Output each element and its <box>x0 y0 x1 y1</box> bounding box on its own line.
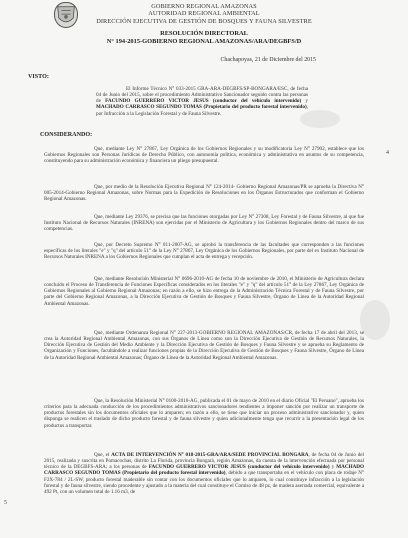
considerando-paragraph-3: Que, mediante Ley 29376, se precisa que las funciones otorgadas por Ley N° 27308, Ley Forestal y de Fauna Silvestre, al que fue Instituto Nacional de Recursos Naturales (INRENA) son ejercidas por el Ministerio de Agricultura y los Gobiernos Regionales dentro del marco de sus competencias. <box>44 214 364 233</box>
considerando-paragraph-7: Que, la Resolución Ministerial N° 0100-2010-AG, publicada el 01 de mayo de 2010 en el diario Oficial "El Peruano", aprueba los criterios para la adecuada conducción de los procedimientos administrativos sancionadores tendientes a imponer sanción por realizar un transporte de productos forestales sin los documentos oficiales que lo amparen; en razón a ello, se tiene que iniciar un proceso administrativo sancionador y, quien disponga se realicen el traslado de dicho producto forestal y de fauna silvestre y quien adicionalmente tenga que recurrir a la presentación legal de los productos a transportar. <box>44 398 364 429</box>
considerando-paragraph-6: Que, mediante Ordenanza Regional N° 227-2013-GOBIERNO REGIONAL AMAZONAS/CR, de fecha 17 de abril del 2013, se crea la Autoridad Regional Ambiental Amazonas, con sus Órganos de Línea como son la Dirección Ejecutiva de Gestión de Recursos Naturales, la Dirección Ejecutiva de Gestión del Medio Ambiente y la Dirección Ejecutiva de Gestión de Bosques y Fauna Silvestre y se aprueba su Reglamento de Organización y Funciones, facultándole a realizar funciones propias de la Dirección Ejecutiva de Gestión de Bosques y Fauna Silvestre, Órgano de Línea de la Autoridad Regional Ambiental Amazonas; Órgano de Línea de la Autoridad Regional Ambiental Amazonas. <box>44 330 364 361</box>
acta-party-1: FACUNDO GUERRERO VICTOR JESUS (conductor del vehículo intervenido) <box>148 464 330 471</box>
visto-party-1: FACUNDO GUERRERO VICTOR JESUS (conductor del vehículo intervenido) <box>105 98 302 105</box>
considerando-paragraph-1: Que, mediante Ley N° 27867, Ley Orgánica de los Gobiernos Regionales y su modificatoria Ley N° 27902, establece que los Gobiernos Regionales son Personas Jurídicas de Derecho Público, con autonomía política, económica y administrativa en asuntos de su competencia, constituyendo para su administración económica y financiera un pliego presupuestal. <box>44 146 364 165</box>
acta-party-2: MACHADO CARRASCO SEGUNDO TOMAS (Propietario del producto forestal intervenido) <box>44 464 364 477</box>
visto-party-2: MACHADO CARRASCO SEGUNDO TOMAS (Propietario del producto forestal intervenido) <box>96 104 307 111</box>
acta-paragraph <box>44 452 364 495</box>
considerando-paragraph-4: Que, por Decreto Supremo N° 011-2007-AG, se aprobó la transferencia de las facultades que corresponden a las funciones específicas de los literales "e" y "q" del artículo 51° de la Ley N° 27867, Ley Orgánica de los Gobiernos Regionales, por parte del ex Instituto Nacional de Recursos Naturales INRENA a los Gobiernos Regionales que cumplan el acta de entrega y recepción. <box>44 242 364 261</box>
acta-text-mid-2: y <box>329 464 337 471</box>
resolution-title <box>0 30 408 45</box>
margin-page-mark: 4 <box>386 150 389 156</box>
acta-number: ACTA DE INTERVENCIÓN N° 018-2015-GRA/ARA/SEDE PROVINCIAL BONGARA <box>111 452 309 458</box>
margin-page-mark-left: 5 <box>4 500 7 506</box>
section-considerando: CONSIDERANDO: <box>40 132 93 138</box>
letterhead-line-1: GOBIERNO REGIONAL AMAZONAS <box>151 3 257 10</box>
acta-text-tail: , debido a que transportaba en el vehículo con placa de rodaje N° F2X-784 / 2L-SW, producto forestal maderable sin contar con los documentos oficiales que lo amparen, lo cual constituye infracción a la legislación forestal y de fauna silvestre, siendo procedente y ajustado a la materia del cual constituye el Comiso de 48 pz, de madera aserrada comercial, equivalente a 492 Pt, con un volumen total de 1.16 m3, de <box>44 470 364 495</box>
letterhead <box>0 3 408 25</box>
title-line-2: N° 194-2015-GOBIERNO REGIONAL AMAZONAS/ARA/DEGBFS/D <box>106 37 302 45</box>
visto-paragraph <box>96 86 308 117</box>
considerando-paragraph-2: Que, por medio de la Resolución Ejecutiva Regional N° 124-2014- Gobierno Regional Amazonas/PR se aprueba la Directiva N° 005-2014-Gobierno Regional Amazonas, sobre Normas para la Expedición de Resoluciones en los Órganos Estructurados que conforman el Gobierno Regional Amazonas. <box>44 184 364 203</box>
acta-text-mid: , de fecha 04 de Junio del 2015, realizada y suscrita en Pomacochas, distrito La Florida, provincia Bongará, región Amazonas, da cuenta de la intervención efectuada por personal técnico de la DEGBFS-ARA; a los personas de <box>44 452 364 471</box>
paper-scuff <box>360 300 390 340</box>
considerando-paragraph-5: Que, mediante Resolución Ministerial N° 0696-2010-AG de fecha 10 de noviembre de 2010, el Ministerio de Agricultura declara concluido el Proceso de Transferencia de Funciones Específicas considerados en los literales "e" y "q" del artículo 51° de la Ley 27867, Ley Orgánica de Gobiernos Regionales al Gobierno Regional Amazonas; en razón a ello, se hizo entrega de la Administración Técnica Forestal y de Fauna Silvestre, por parte del Gobierno Regional Amazonas, a la Dirección Ejecutiva de Gestión de Bosques y Fauna Silvestre, Órgano de Línea de la Autoridad Regional Ambiental Amazonas. <box>44 276 364 307</box>
acta-text: Que, el <box>94 452 112 458</box>
visto-text-mid: y <box>301 98 308 105</box>
visto-text-tail: , por Infracción a la Legislación Forestal y de Fauna Silvestre. <box>96 104 308 117</box>
letterhead-line-2: AUTORIDAD REGIONAL AMBIENTAL <box>148 10 260 18</box>
title-line-1: RESOLUCIÓN DIRECTORAL <box>160 30 248 37</box>
place-date: Chachapoyas, 21 de Diciembre del 2015 <box>220 57 316 63</box>
section-visto: VISTO: <box>28 74 49 80</box>
visto-text: El Informe Técnico N° 033-2015 GRA-ARA-DEGBFS/SP-BONGARA/ESC, de fecha 04 de Junio del 2015, sobre el procedimiento Administrativo Sancionador seguido contra las personas de <box>96 86 308 105</box>
letterhead-line-3: DIRECCIÓN EJECUTIVA DE GESTIÓN DE BOSQUES Y FAUNA SILVESTRE <box>96 17 312 25</box>
